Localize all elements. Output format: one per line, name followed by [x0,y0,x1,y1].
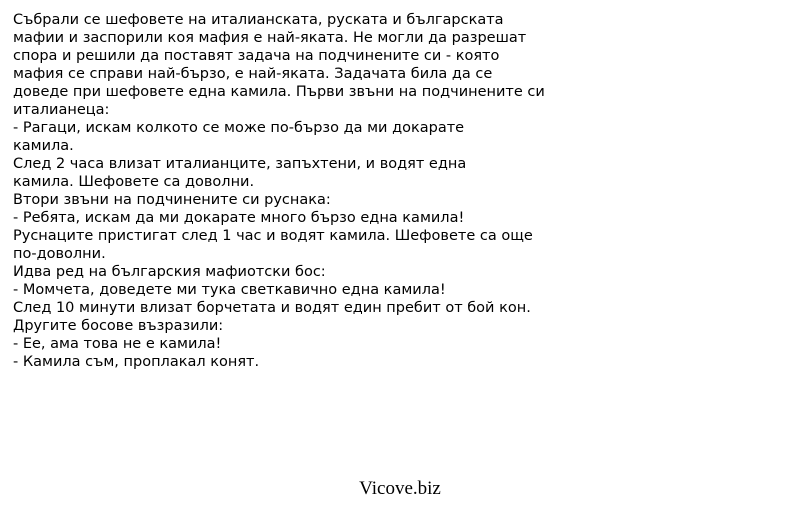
joke-line: италианеца: [13,102,110,118]
joke-line: След 2 часа влизат италианците, запъхтени, и водят една [13,156,467,172]
joke-line: мафии и заспорили коя мафия е най-яката. Не могли да разрешат [13,30,527,46]
joke-line: по-доволни. [13,246,106,262]
joke-line: След 10 минути влизат борчетата и водят един пребит от бой кон. [13,300,531,316]
joke-line: Втори звъни на подчинените си руснака: [13,192,331,208]
joke-text [13,11,793,371]
joke-line: Руснаците пристигат след 1 час и водят камила. Шефовете са още [13,228,533,244]
joke-line: мафия се справи най-бързо, е най-яката. Задачата била да се [13,66,493,82]
joke-line: - Момчета, доведете ми тука светкавично една камила! [13,282,446,298]
joke-line: - Ребята, искам да ми докарате много бързо една камила! [13,210,465,226]
joke-line: Идва ред на българския мафиотски бос: [13,264,326,280]
joke-line: Другите босове възразили: [13,318,224,334]
joke-line: камила. [13,138,74,154]
joke-line: доведе при шефовете една камила. Първи звъни на подчинените си [13,84,545,100]
joke-line: - Рагаци, искам колкото се може по-бързо да ми докарате [13,120,465,136]
joke-line: Събрали се шефовете на италианската, руската и българската [13,12,504,28]
site-watermark: Vicove.biz [359,478,441,499]
joke-line: камила. Шефовете са доволни. [13,174,255,190]
joke-line: спора и решили да поставят задача на подчинените си - която [13,48,500,64]
joke-line: - Камила съм, проплакал конят. [13,354,260,370]
joke-line: - Ее, ама това не е камила! [13,336,222,352]
